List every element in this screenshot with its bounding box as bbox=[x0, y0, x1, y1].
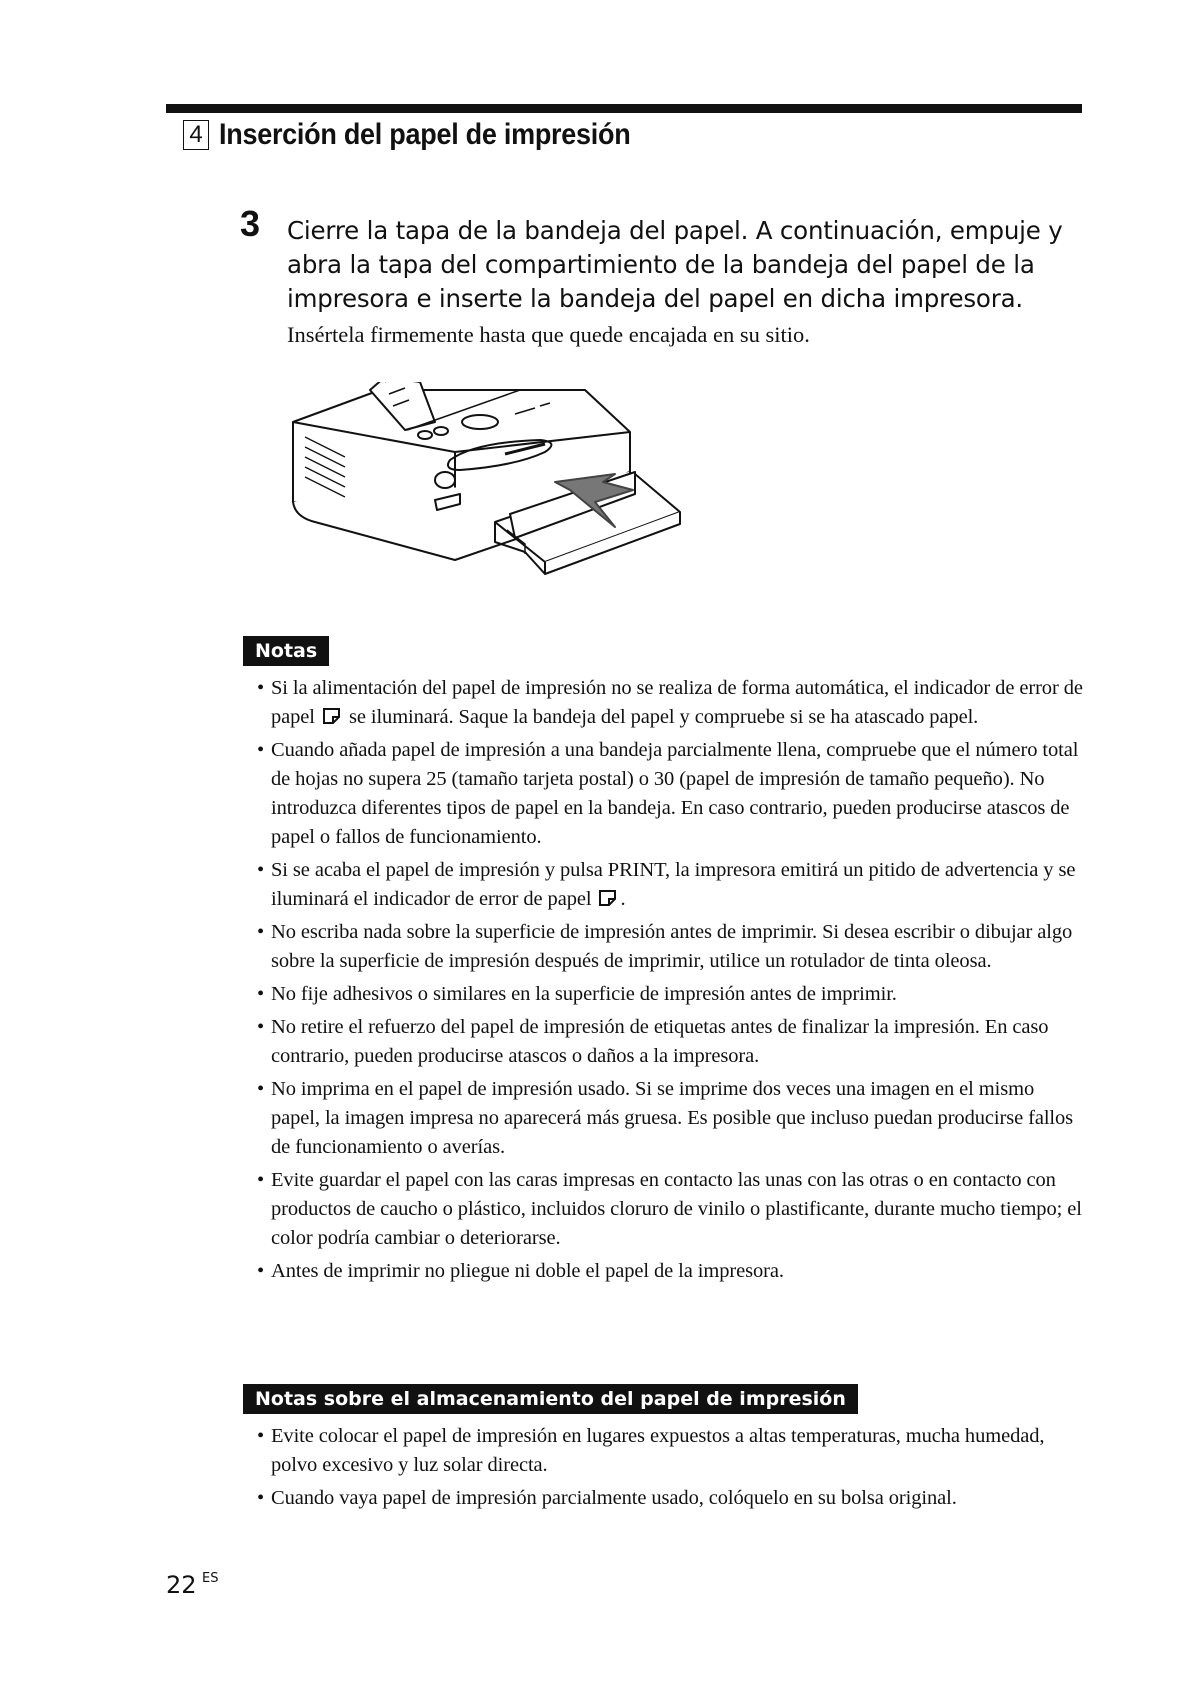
note-text: No imprima en el papel de impresión usado. Si se imprime dos veces una imagen en el mismo papel, la imagen impresa no aparecerá más gruesa. Es posible que incluso puedan producirse fallos de funcionamiento o averías. bbox=[271, 1078, 1074, 1158]
storage-note-item: • Cuando vaya papel de impresión parcialmente usado, colóquelo en su bolsa original. bbox=[257, 1484, 1087, 1513]
notes-label: Notas bbox=[243, 636, 329, 666]
step-subtext: Insértela firmemente hasta que quede encajada en su sitio. bbox=[287, 322, 810, 347]
note-text-tail: . bbox=[620, 888, 626, 910]
note-text: Cuando añada papel de impresión a una bandeja parcialmente llena, compruebe que el número total de hojas no supera 25 (tamaño tarjeta postal) o 30 (papel de impresión de tamaño pequeño). No introduzca diferentes tipos de papel en la bandeja. En caso contrario, pueden producirse atascos de papel o fallos de funcionamiento. bbox=[271, 739, 1079, 848]
note-text: Antes de imprimir no pliegue ni doble el papel de la impresora. bbox=[271, 1260, 784, 1282]
note-item bbox=[257, 1075, 1087, 1162]
notes-list bbox=[257, 674, 1087, 1290]
storage-notes-list bbox=[257, 1422, 1087, 1517]
note-item bbox=[257, 1166, 1087, 1253]
note-item bbox=[257, 1013, 1087, 1071]
step-number: 3 bbox=[240, 203, 261, 244]
note-text-tail: se iluminará. Saque la bandeja del papel y compruebe si se ha atascado papel. bbox=[343, 706, 979, 728]
printer-illustration bbox=[285, 382, 715, 612]
storage-notes-label: Notas sobre el almacenamiento del papel de impresión bbox=[243, 1384, 858, 1414]
page-language: ES bbox=[202, 1571, 219, 1586]
section-number: 4 bbox=[183, 120, 209, 150]
note-text: Si la alimentación del papel de impresión no se realiza de forma automática, el indicador de error de papel bbox=[271, 677, 1083, 728]
note-item bbox=[257, 674, 1087, 732]
note-item bbox=[257, 1257, 1087, 1286]
section-rule bbox=[166, 104, 1082, 113]
step-instruction: Cierre la tapa de la bandeja del papel. A continuación, empuje y abra la tapa del compartimiento de la bandeja del papel de la impresora e inserte la bandeja del papel en dicha impresora. bbox=[287, 216, 1063, 313]
note-text: No fije adhesivos o similares en la superficie de impresión antes de imprimir. bbox=[271, 983, 897, 1005]
note-text: No escriba nada sobre la superficie de impresión antes de imprimir. Si desea escribir o dibujar algo sobre la superficie de impresión después de imprimir, utilice un rotulador de tinta oleosa. bbox=[271, 921, 1073, 972]
paper-error-icon bbox=[598, 889, 618, 907]
section-title: Inserción del papel de impresión bbox=[219, 118, 631, 151]
note-item bbox=[257, 918, 1087, 976]
note-text: Si se acaba el papel de impresión y pulsa PRINT, la impresora emitirá un pitido de advertencia y se iluminará el indicador de error de papel bbox=[271, 859, 1076, 910]
storage-note-item: • Evite colocar el papel de impresión en lugares expuestos a altas temperaturas, mucha humedad, polvo excesivo y luz solar directa. bbox=[257, 1422, 1087, 1480]
note-text: Evite guardar el papel con las caras impresas en contacto las unas con las otras o en contacto con productos de caucho o plástico, incluidos cloruro de vinilo o plastificante, durante mucho tiempo; el color podría cambiar o deteriorarse. bbox=[271, 1169, 1082, 1249]
note-item bbox=[257, 736, 1087, 852]
note-item bbox=[257, 856, 1087, 914]
section-header bbox=[183, 118, 676, 152]
note-text: No retire el refuerzo del papel de impresión de etiquetas antes de finalizar la impresión. En caso contrario, pueden producirse atascos o daños a la impresora. bbox=[271, 1016, 1049, 1067]
paper-error-icon bbox=[322, 707, 342, 725]
note-item bbox=[257, 980, 1087, 1009]
page-number: 22 bbox=[166, 1571, 197, 1599]
